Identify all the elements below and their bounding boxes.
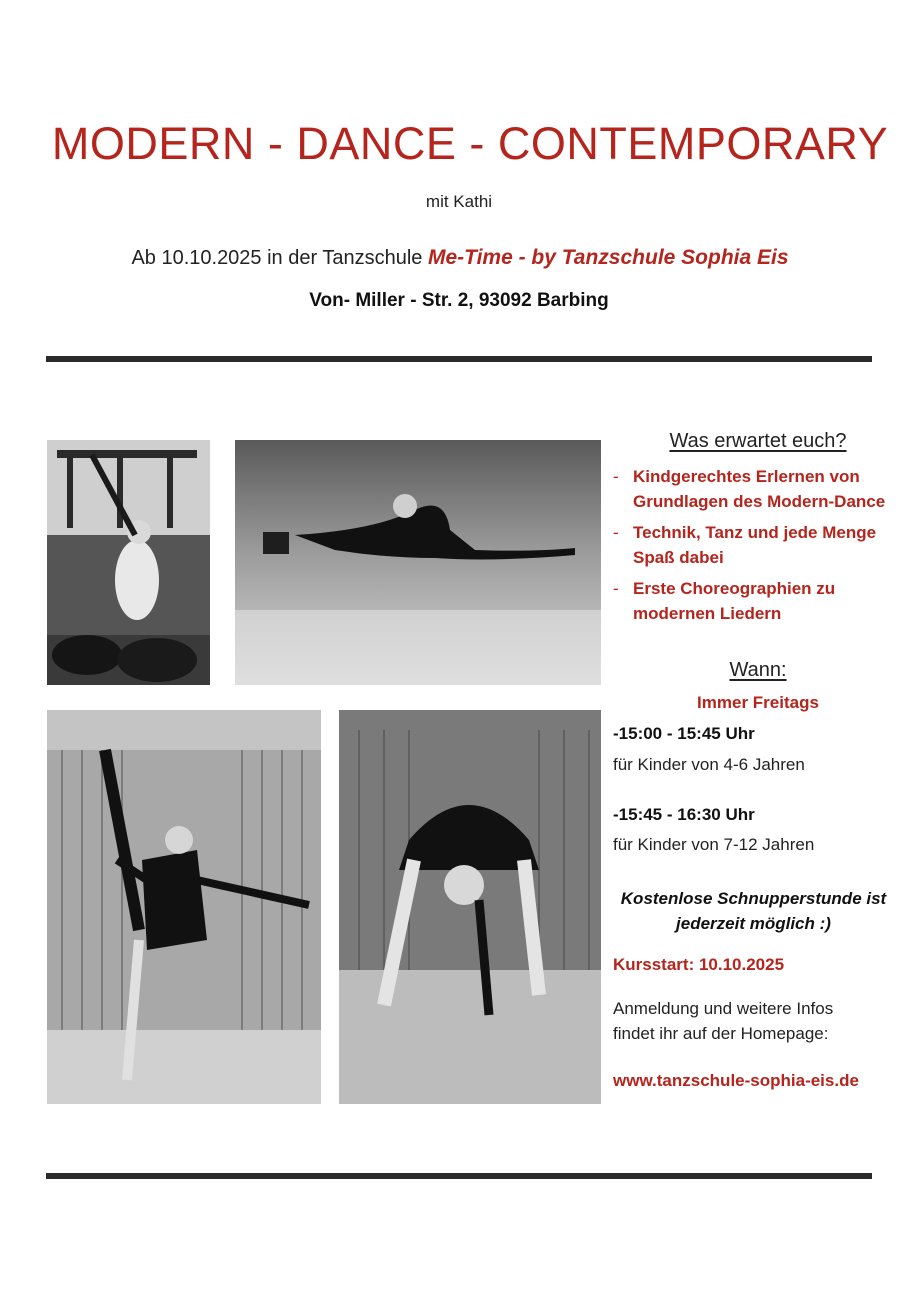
instructor-subtitle: mit Kathi (425, 192, 493, 211)
slot1-time: -15:00 - 15:45 Uhr (613, 724, 755, 743)
trial-lesson-note: Kostenlose Schnupperstunde ist jederzeit möglich :) (620, 889, 887, 933)
school-brand: Me-Time - by Tanzschule Sophia Eis (427, 246, 789, 269)
list-item: - Erste Choreographien zu modernen Liedern (613, 576, 903, 626)
expect-list (613, 464, 903, 632)
website-link[interactable]: www.tanzschule-sophia-eis.de (613, 1071, 859, 1090)
address: Von- Miller - Str. 2, 93092 Barbing (309, 290, 609, 311)
photo-dancer-arm-raised (47, 440, 210, 685)
list-item: - Technik, Tanz und jede Menge Spaß dabei (613, 520, 903, 570)
intro-prefix: Ab 10.10.2025 in der Tanzschule (131, 247, 428, 269)
bottom-divider (46, 1173, 872, 1179)
photo-dancer-leg-extension (47, 710, 321, 1104)
bullet-dash: - (613, 579, 619, 598)
photo-dancer-floor-stretch (235, 440, 601, 685)
list-item: - Kindgerechtes Erlernen von Grundlagen des Modern-Dance (613, 464, 903, 514)
slot2-group: für Kinder von 7-12 Jahren (613, 835, 815, 854)
info-line-1: Anmeldung und weitere Infos (613, 999, 834, 1018)
top-divider (46, 356, 872, 362)
page-title: MODERN - DANCE - CONTEMPORARY (51, 118, 889, 169)
bullet-dash: - (613, 467, 619, 486)
slot1-group: für Kinder von 4-6 Jahren (613, 755, 805, 774)
slot2-time: -15:45 - 16:30 Uhr (613, 805, 755, 824)
schedule-day: Immer Freitags (697, 693, 819, 712)
intro-line (0, 246, 920, 270)
bullet-dash: - (613, 523, 619, 542)
when-heading: Wann: (729, 659, 787, 681)
photo-dancer-forward-bend (339, 710, 601, 1104)
course-start: Kursstart: 10.10.2025 (613, 955, 785, 974)
info-line-2: findet ihr auf der Homepage: (613, 1024, 829, 1043)
expect-heading: Was erwartet euch? (669, 430, 847, 452)
